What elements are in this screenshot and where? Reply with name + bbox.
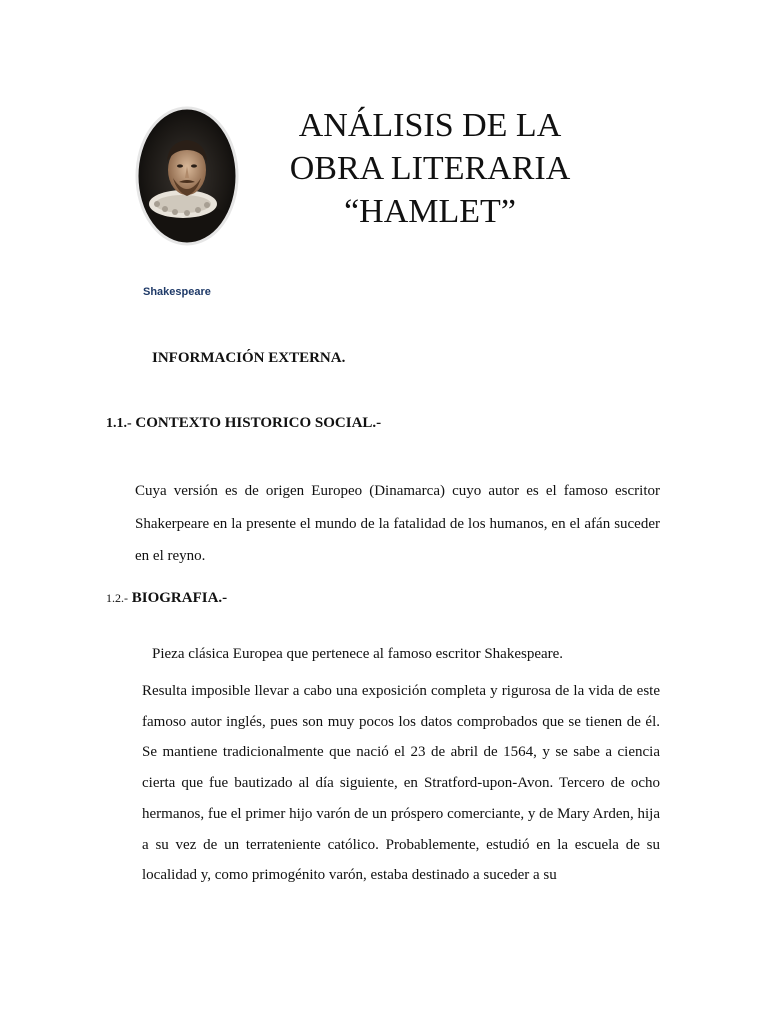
section-heading-1-2 — [106, 590, 227, 607]
document-title — [260, 104, 600, 233]
section-number: 1.1.- — [106, 416, 132, 431]
section-heading-1-1 — [106, 415, 381, 432]
title-line-1: ANÁLISIS DE LA — [298, 107, 562, 144]
section-heading-info: INFORMACIÓN EXTERNA. — [152, 350, 346, 366]
title-line-2: OBRA LITERARIA — [289, 150, 571, 187]
section-title: BIOGRAFIA.- — [131, 590, 228, 606]
paragraph-biography: Resulta imposible llevar a cabo una exposición completa y rigurosa de la vida de este famoso autor inglés, pues son muy pocos los datos comprobados que se tienen de él. Se mantiene tradicionalmente que nació el 23 de abril de 1564, y se sabe a ciencia cierta que fue bautizado al día siguiente, en Stratford-upon-Avon. Tercero de ocho hermanos, fue el primer hijo varón de un próspero comerciante, y de Mary Arden, hija a su vez de un terrateniente católico. Probablemente, estudió en la escuela de su localidad y, como primogénito varón, estaba destinado a suceder a su — [142, 683, 660, 884]
portrait-caption: Shakespeare — [143, 286, 211, 298]
paragraph-bio-intro: Pieza clásica Europea que pertenece al famoso escritor Shakespeare. — [152, 646, 564, 662]
section-number: 1.2.- — [106, 591, 128, 605]
title-line-3: “HAMLET” — [344, 193, 516, 230]
paragraph-context: Cuya versión es de origen Europeo (Dinamarca) cuyo autor es el famoso escritor Shakerpeare en la presente el mundo de la fatalidad de los humanos, en el afán suceder en el reyno. — [135, 483, 660, 564]
section-title: CONTEXTO HISTORICO SOCIAL.- — [135, 415, 382, 431]
shakespeare-portrait — [135, 106, 239, 246]
